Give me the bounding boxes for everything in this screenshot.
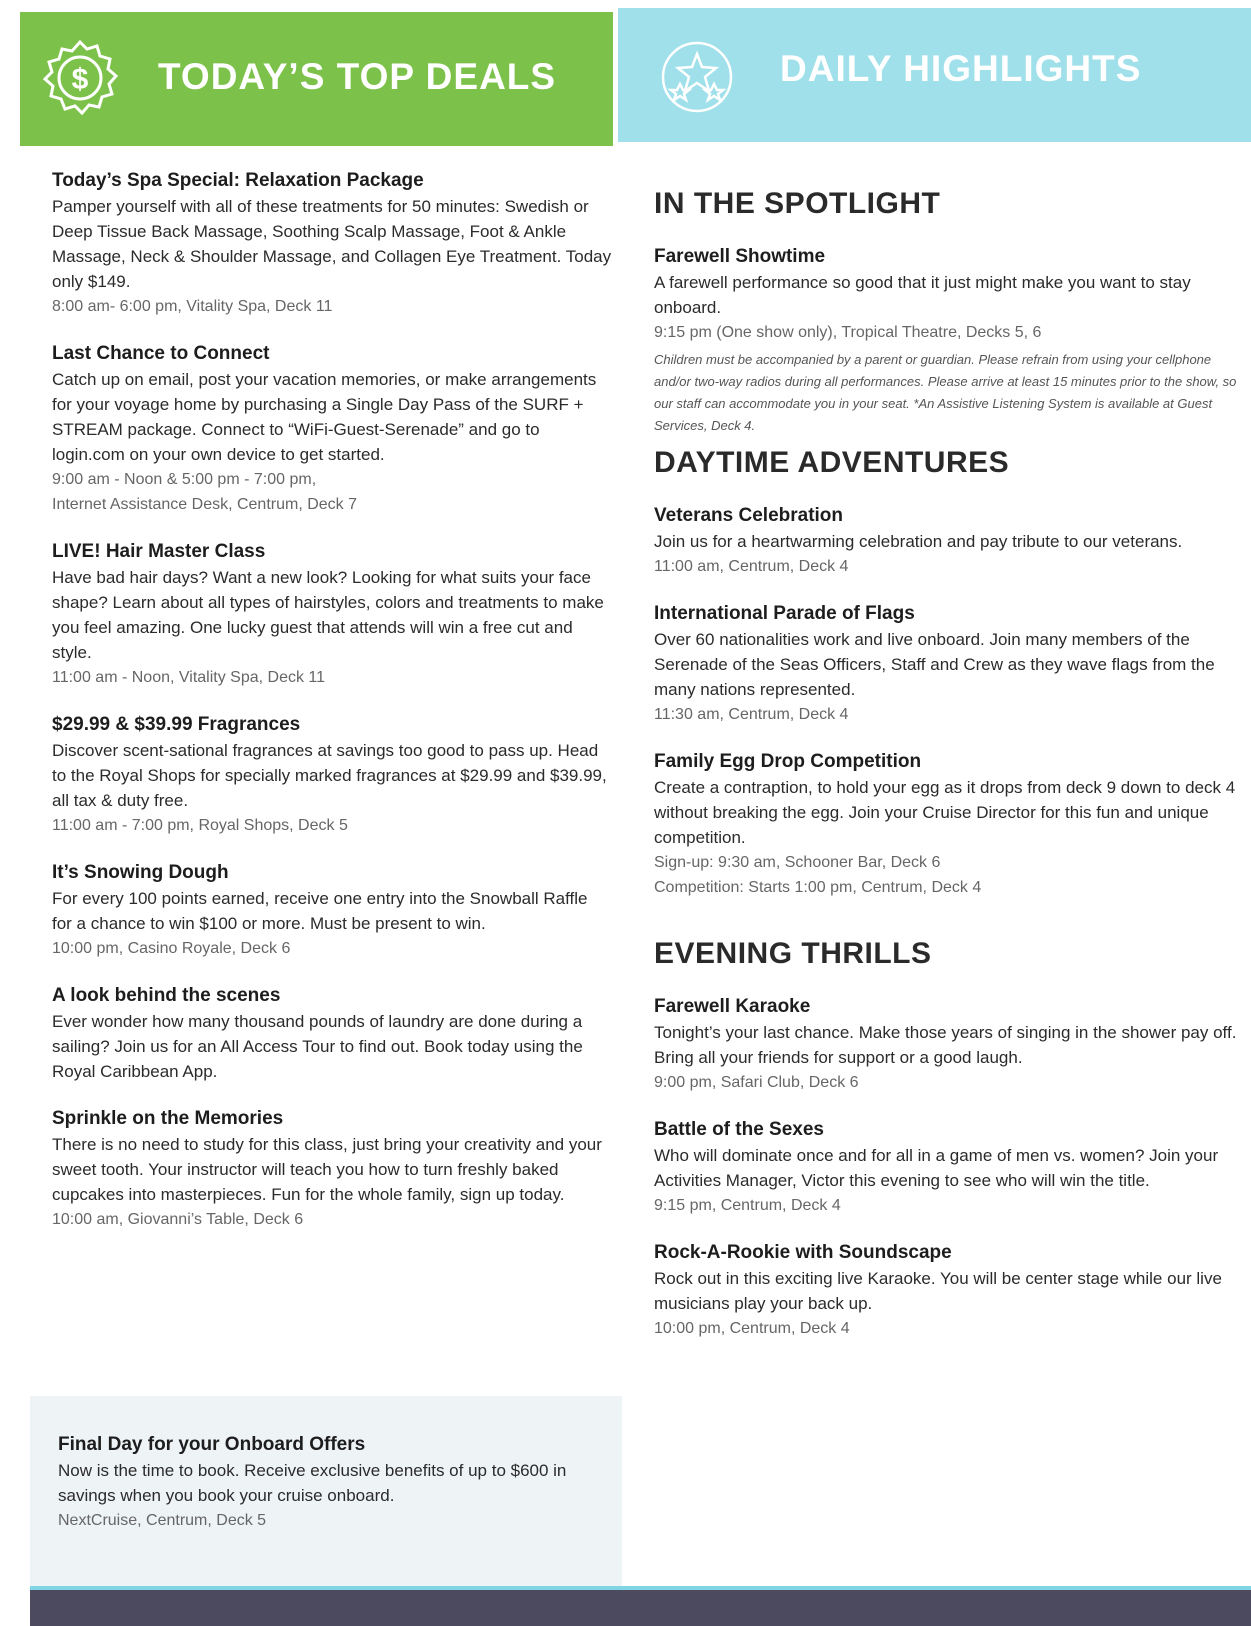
daytime-title: Family Egg Drop Competition — [654, 751, 922, 772]
daily-highlights-header — [618, 8, 1251, 142]
evening-desc: Who will dominate once and for all in a game of men vs. women? Join your Activities Manager, Victor this evening to see who will win the title. — [654, 1146, 1219, 1190]
deal-item — [52, 983, 612, 1084]
deal-meta: 9:00 am - Noon & 5:00 pm - 7:00 pm, — [52, 471, 317, 488]
deal-meta: 11:00 am - 7:00 pm, Royal Shops, Deck 5 — [52, 817, 348, 834]
spotlight-meta: 9:15 pm (One show only), Tropical Theatre, Decks 5, 6 — [654, 324, 1042, 341]
deal-item — [52, 1106, 612, 1232]
spotlight-title: Farewell Showtime — [654, 246, 826, 267]
offers-title: Final Day for your Onboard Offers — [58, 1434, 366, 1455]
deal-item — [52, 168, 612, 319]
deal-title: LIVE! Hair Master Class — [52, 541, 266, 562]
deal-item — [52, 539, 612, 690]
daytime-desc: Join us for a heartwarming celebration and pay tribute to our veterans. — [654, 532, 1183, 551]
evening-item — [654, 994, 1244, 1095]
top-deals-header — [20, 12, 613, 146]
daytime-meta: 11:30 am, Centrum, Deck 4 — [654, 706, 849, 723]
spotlight-item — [654, 244, 1244, 437]
deal-title: A look behind the scenes — [52, 985, 281, 1006]
daytime-item — [654, 749, 1244, 900]
offers-desc: Now is the time to book. Receive exclusive benefits of up to $600 in savings when you book your cruise onboard. — [58, 1461, 567, 1505]
evening-title: Farewell Karaoke — [654, 996, 811, 1017]
daytime-meta: Sign-up: 9:30 am, Schooner Bar, Deck 6 — [654, 854, 941, 871]
evening-desc: Rock out in this exciting live Karaoke. You will be center stage while our live musicians play your back up. — [654, 1269, 1222, 1313]
daytime-desc: Create a contraption, to hold your egg as it drops from deck 9 down to deck 4 without breaking the egg. Join your Cruise Director for this fun and unique competition. — [654, 778, 1236, 847]
deal-desc: There is no need to study for this class, just bring your creativity and your sweet tooth. Your instructor will teach you how to turn freshly baked cupcakes into masterpieces. Fun for the whole family, sign up today. — [52, 1135, 602, 1204]
deal-title: It’s Snowing Dough — [52, 862, 229, 883]
evening-desc: Tonight’s your last chance. Make those years of singing in the shower pay off. Bring all your friends for support or a good laugh. — [654, 1023, 1237, 1067]
daytime-desc: Over 60 nationalities work and live onboard. Join many members of the Serenade of the Seas Officers, Staff and Crew as they wave flags from the many nations represented. — [654, 630, 1215, 699]
evening-title: Battle of the Sexes — [654, 1119, 824, 1140]
stars-circle-icon — [660, 40, 734, 114]
spotlight-heading: IN THE SPOTLIGHT — [654, 187, 941, 220]
deal-desc: Discover scent-sational fragrances at savings too good to pass up. Head to the Royal Shops for specially marked fragrances at $29.99 and $39.99, all tax & duty free. — [52, 741, 607, 810]
deal-desc: Have bad hair days? Want a new look? Looking for what suits your face shape? Learn about all types of hairstyles, colors and treatments to make you feel amazing. One lucky guest that attends will win a free cut and style. — [52, 568, 604, 662]
deal-desc: Ever wonder how many thousand pounds of laundry are done during a sailing? Join us for an All Access Tour to find out. Book today using the Royal Caribbean App. — [52, 1012, 583, 1081]
spotlight-desc: A farewell performance so good that it just might make you want to stay onboard. — [654, 273, 1191, 317]
daytime-item — [654, 601, 1244, 727]
deal-item — [52, 860, 612, 961]
dollar-badge-icon — [40, 38, 120, 118]
evening-item — [654, 1117, 1244, 1218]
top-deals-title: TODAY’S TOP DEALS — [158, 56, 557, 97]
deal-title: Sprinkle on the Memories — [52, 1108, 284, 1129]
daytime-meta: 11:00 am, Centrum, Deck 4 — [654, 558, 849, 575]
offers-meta: NextCruise, Centrum, Deck 5 — [58, 1512, 267, 1529]
evening-meta: 9:00 pm, Safari Club, Deck 6 — [654, 1074, 859, 1091]
evening-title: Rock-A-Rookie with Soundscape — [654, 1242, 952, 1263]
evening-meta: 9:15 pm, Centrum, Deck 4 — [654, 1197, 841, 1214]
evening-heading: EVENING THRILLS — [654, 937, 932, 970]
deal-desc: Catch up on email, post your vacation memories, or make arrangements for your voyage home by purchasing a Single Day Pass of the SURF + STREAM package. Connect to “WiFi-Guest-Serenade” and go to login.com on your own device to get started. — [52, 370, 597, 464]
deals-column — [52, 168, 612, 1254]
deal-meta: 8:00 am- 6:00 pm, Vitality Spa, Deck 11 — [52, 298, 333, 315]
footer-bar — [30, 1590, 1251, 1626]
highlights-column — [654, 184, 1244, 1363]
daytime-meta-competition: Competition: Starts 1:00 pm, Centrum, Deck 4 — [654, 879, 982, 896]
deal-title: Last Chance to Connect — [52, 343, 270, 364]
deal-desc: For every 100 points earned, receive one entry into the Snowball Raffle for a chance to win $100 or more. Must be present to win. — [52, 889, 588, 933]
daytime-title: Veterans Celebration — [654, 505, 844, 526]
evening-meta: 10:00 pm, Centrum, Deck 4 — [654, 1320, 850, 1337]
deal-meta-location: Internet Assistance Desk, Centrum, Deck 7 — [52, 496, 358, 513]
deal-meta: 11:00 am - Noon, Vitality Spa, Deck 11 — [52, 669, 326, 686]
deal-title: Today’s Spa Special: Relaxation Package — [52, 170, 424, 191]
daytime-item — [654, 503, 1244, 579]
svg-text:$: $ — [71, 63, 89, 96]
daytime-heading: DAYTIME ADVENTURES — [654, 446, 1010, 479]
deal-title: $29.99 & $39.99 Fragrances — [52, 714, 301, 735]
deal-meta: 10:00 am, Giovanni’s Table, Deck 6 — [52, 1211, 304, 1228]
deal-item — [52, 712, 612, 838]
deal-desc: Pamper yourself with all of these treatments for 50 minutes: Swedish or Deep Tissue Back Massage, Soothing Scalp Massage, Foot & Ankle Massage, Neck & Shoulder Massage, and Collagen Eye Treatment. Today only $149. — [52, 197, 612, 291]
deal-item — [52, 341, 612, 517]
onboard-offers-box — [30, 1396, 622, 1588]
deal-meta: 10:00 pm, Casino Royale, Deck 6 — [52, 940, 291, 957]
evening-item — [654, 1240, 1244, 1341]
spotlight-note: Children must be accompanied by a parent or guardian. Please refrain from using your cellphone and/or two-way radios during all performances. Please arrive at least 15 minutes prior to the show, so our staff can accommodate you in your seat. *An Assistive Listening System is available at Guest Services, Deck 4. — [654, 352, 1237, 433]
daily-highlights-title: DAILY HIGHLIGHTS — [780, 48, 1142, 89]
daytime-title: International Parade of Flags — [654, 603, 915, 624]
